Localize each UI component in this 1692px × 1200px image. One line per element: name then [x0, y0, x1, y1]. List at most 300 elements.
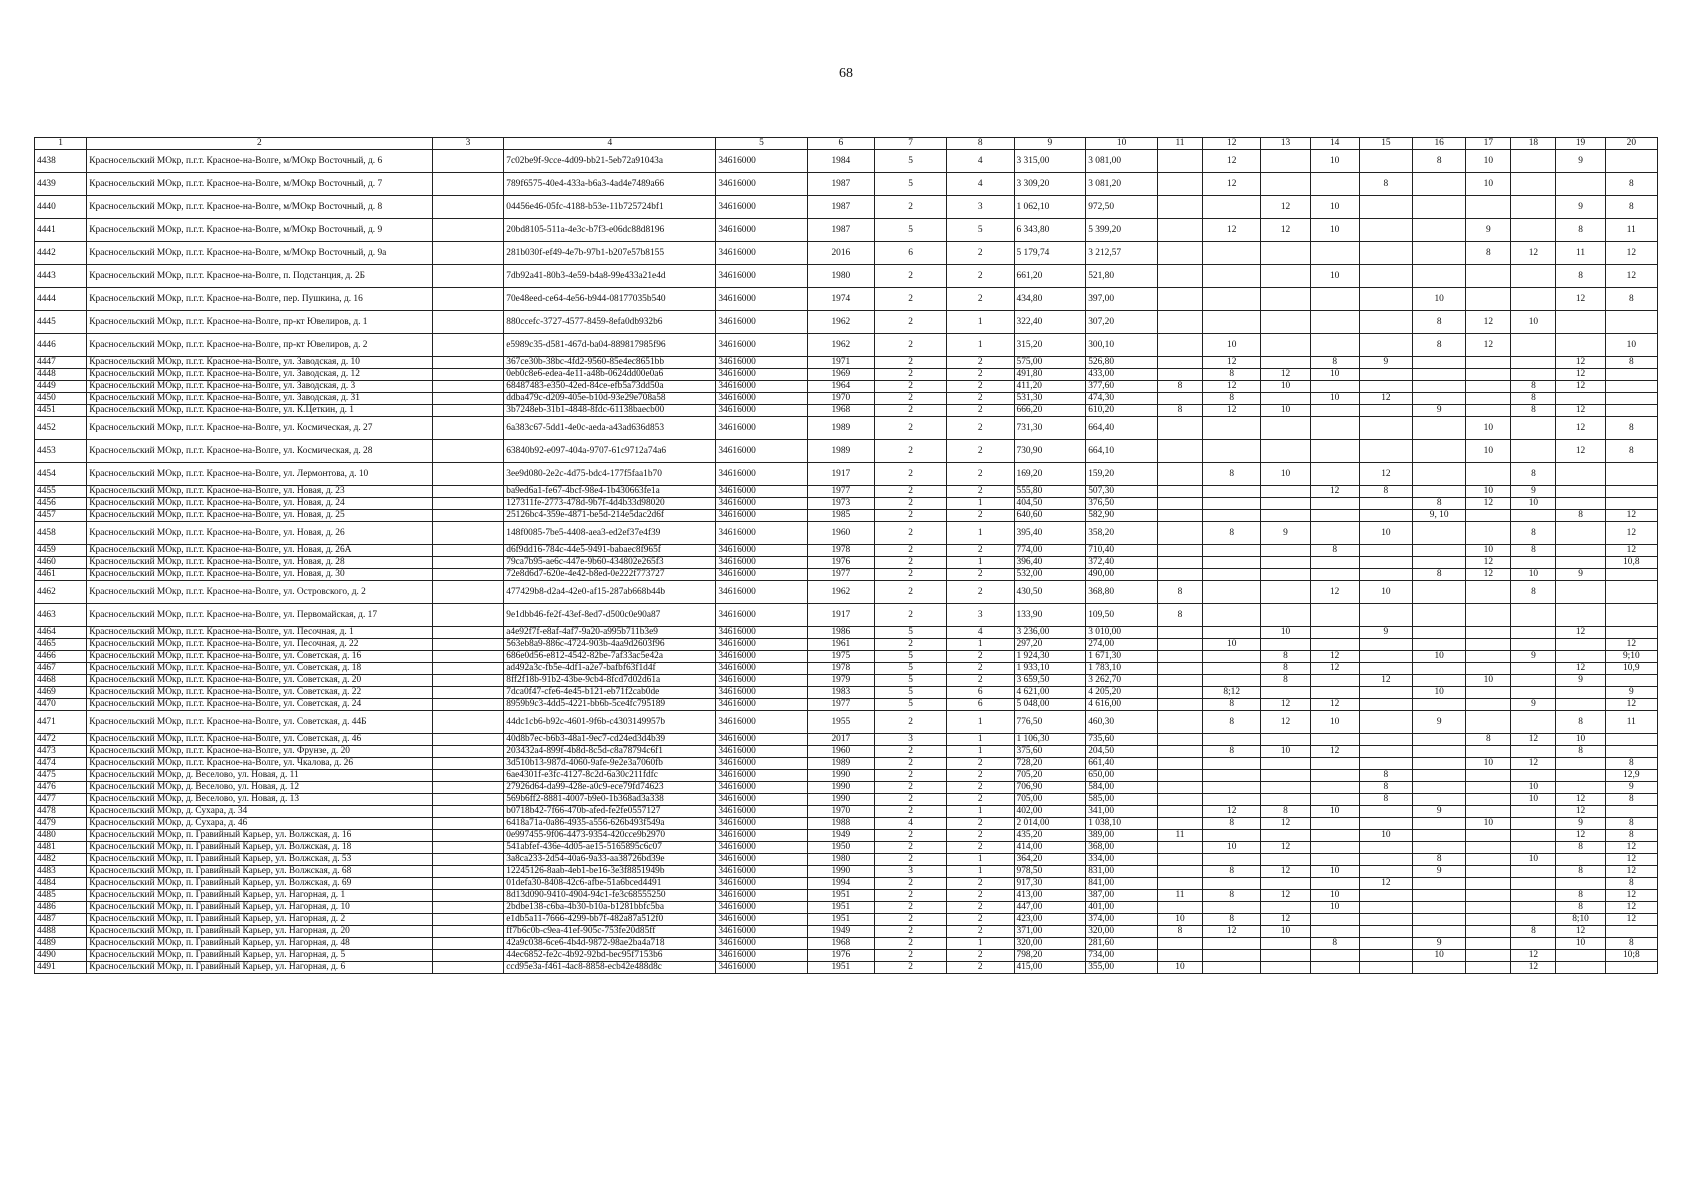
col-14-cell [1310, 242, 1359, 265]
col-13-cell [1261, 417, 1310, 440]
oktmo-code-cell: 34616000 [716, 486, 807, 498]
row-number-cell: 4443 [35, 265, 87, 288]
col-16-cell [1413, 173, 1466, 196]
col-14-cell: 12 [1310, 486, 1359, 498]
col-18-cell: 12 [1511, 758, 1556, 770]
col-14-cell: 10 [1310, 393, 1359, 405]
col-11-cell: 10 [1157, 962, 1202, 974]
col-15-cell [1359, 699, 1412, 711]
total-area-cell: 395,40 [1014, 522, 1086, 545]
col-17-cell: 12 [1466, 498, 1511, 510]
living-area-cell: 355,00 [1086, 962, 1158, 974]
col-19-cell: 12 [1556, 926, 1605, 938]
col-19-cell: 12 [1556, 830, 1605, 842]
col-19-cell: 12 [1556, 663, 1605, 675]
col-15-cell [1359, 806, 1412, 818]
table-row [35, 878, 1658, 890]
address-cell: Красносельский МОкр, п.г.т. Красное-на-Волге, ул. Советская, д. 24 [87, 699, 432, 711]
col-17-cell: 9 [1466, 219, 1511, 242]
address-cell: Красносельский МОкр, п. Гравийный Карьер, ул. Нагорная, д. 20 [87, 926, 432, 938]
living-area-cell: 735,60 [1086, 734, 1158, 746]
col-19-cell: 10 [1556, 938, 1605, 950]
living-area-cell: 3 081,00 [1086, 150, 1158, 173]
row-number-cell: 4447 [35, 357, 87, 369]
building-guid-cell: 20bd8105-511a-4e3c-b7f3-e06dc88d8196 [504, 219, 716, 242]
entrances-cell: 2 [946, 545, 1014, 557]
col-18-cell: 12 [1511, 242, 1556, 265]
floors-cell: 5 [875, 219, 947, 242]
col-3-cell [432, 687, 504, 699]
col-14-cell [1310, 782, 1359, 794]
row-number-cell: 4442 [35, 242, 87, 265]
col-17-cell [1466, 663, 1511, 675]
entrances-cell: 2 [946, 369, 1014, 381]
col-20-cell [1605, 369, 1657, 381]
col-17-cell [1466, 950, 1511, 962]
col-14-cell: 10 [1310, 265, 1359, 288]
col-20-cell: 8 [1605, 938, 1657, 950]
table-row [35, 311, 1658, 334]
table-row [35, 405, 1658, 417]
col-12-cell: 8 [1203, 699, 1261, 711]
living-area-cell: 307,20 [1086, 311, 1158, 334]
table-row [35, 219, 1658, 242]
col-19-cell [1556, 334, 1605, 357]
col-3-cell [432, 878, 504, 890]
floors-cell: 2 [875, 393, 947, 405]
table-row [35, 581, 1658, 604]
floors-cell: 2 [875, 486, 947, 498]
table-row [35, 734, 1658, 746]
row-number-cell: 4481 [35, 842, 87, 854]
col-17-cell [1466, 265, 1511, 288]
col-14-cell: 12 [1310, 663, 1359, 675]
col-14-cell [1310, 173, 1359, 196]
living-area-cell: 374,00 [1086, 914, 1158, 926]
oktmo-code-cell: 34616000 [716, 219, 807, 242]
table-row [35, 522, 1658, 545]
living-area-cell: 3 081,20 [1086, 173, 1158, 196]
col-11-cell [1157, 569, 1202, 581]
entrances-cell: 2 [946, 510, 1014, 522]
entrances-cell: 1 [946, 938, 1014, 950]
col-11-cell [1157, 950, 1202, 962]
col-20-cell: 8 [1605, 196, 1657, 219]
floors-cell: 2 [875, 950, 947, 962]
building-guid-cell: 281b030f-ef49-4e7b-97b1-b207e57b8155 [504, 242, 716, 265]
col-16-cell: 9, 10 [1413, 510, 1466, 522]
col-18-cell [1511, 902, 1556, 914]
col-3-cell [432, 794, 504, 806]
floors-cell: 2 [875, 357, 947, 369]
table-row [35, 842, 1658, 854]
col-16-cell: 9 [1413, 938, 1466, 950]
total-area-cell: 917,30 [1014, 878, 1086, 890]
col-19-cell: 8 [1556, 866, 1605, 878]
row-number-cell: 4453 [35, 440, 87, 463]
col-16-cell [1413, 545, 1466, 557]
floors-cell: 2 [875, 557, 947, 569]
col-11-cell [1157, 866, 1202, 878]
floors-cell: 2 [875, 746, 947, 758]
table-row [35, 196, 1658, 219]
col-12-cell [1203, 770, 1261, 782]
column-number-header: 3 [432, 138, 504, 150]
row-number-cell: 4444 [35, 288, 87, 311]
col-3-cell [432, 746, 504, 758]
col-13-cell: 12 [1261, 699, 1310, 711]
col-19-cell: 12 [1556, 381, 1605, 393]
building-guid-cell: 44dc1cb6-b92c-4601-9f6b-c4303149957b [504, 711, 716, 734]
col-11-cell [1157, 288, 1202, 311]
col-19-cell: 8 [1556, 219, 1605, 242]
col-12-cell [1203, 557, 1261, 569]
col-20-cell: 8 [1605, 818, 1657, 830]
col-19-cell [1556, 393, 1605, 405]
year-built-cell: 1970 [807, 393, 875, 405]
col-11-cell: 8 [1157, 405, 1202, 417]
col-12-cell [1203, 288, 1261, 311]
col-14-cell [1310, 381, 1359, 393]
total-area-cell: 434,80 [1014, 288, 1086, 311]
building-guid-cell: 203432a4-899f-4b8d-8c5d-c8a78794c6f1 [504, 746, 716, 758]
table-row [35, 265, 1658, 288]
oktmo-code-cell: 34616000 [716, 878, 807, 890]
col-12-cell [1203, 663, 1261, 675]
column-number-header: 5 [716, 138, 807, 150]
row-number-cell: 4487 [35, 914, 87, 926]
col-17-cell [1466, 604, 1511, 627]
address-cell: Красносельский МОкр, п.г.т. Красное-на-Волге, ул. Чкалова, д. 26 [87, 758, 432, 770]
col-15-cell: 12 [1359, 878, 1412, 890]
column-number-header: 10 [1086, 138, 1158, 150]
year-built-cell: 1976 [807, 950, 875, 962]
row-number-cell: 4466 [35, 651, 87, 663]
row-number-cell: 4460 [35, 557, 87, 569]
table-row [35, 417, 1658, 440]
oktmo-code-cell: 34616000 [716, 854, 807, 866]
row-number-cell: 4456 [35, 498, 87, 510]
col-19-cell [1556, 770, 1605, 782]
col-16-cell [1413, 794, 1466, 806]
year-built-cell: 1979 [807, 675, 875, 687]
col-18-cell [1511, 866, 1556, 878]
row-number-cell: 4448 [35, 369, 87, 381]
col-18-cell [1511, 878, 1556, 890]
col-13-cell [1261, 150, 1310, 173]
living-area-cell: 526,80 [1086, 357, 1158, 369]
living-area-cell: 5 399,20 [1086, 219, 1158, 242]
living-area-cell: 664,10 [1086, 440, 1158, 463]
row-number-cell: 4491 [35, 962, 87, 974]
total-area-cell: 2 014,00 [1014, 818, 1086, 830]
col-3-cell [432, 311, 504, 334]
table-row [35, 962, 1658, 974]
year-built-cell: 1964 [807, 381, 875, 393]
floors-cell: 2 [875, 463, 947, 486]
total-area-cell: 415,00 [1014, 962, 1086, 974]
address-cell: Красносельский МОкр, п.г.т. Красное-на-Волге, ул. Новая, д. 30 [87, 569, 432, 581]
address-cell: Красносельский МОкр, п.г.т. Красное-на-Волге, ул. Заводская, д. 10 [87, 357, 432, 369]
col-17-cell [1466, 405, 1511, 417]
col-14-cell: 12 [1310, 651, 1359, 663]
table-row [35, 794, 1658, 806]
col-12-cell: 8 [1203, 890, 1261, 902]
col-12-cell [1203, 962, 1261, 974]
address-cell: Красносельский МОкр, п.г.т. Красное-на-Волге, ул. Новая, д. 23 [87, 486, 432, 498]
table-row [35, 463, 1658, 486]
entrances-cell: 2 [946, 830, 1014, 842]
col-19-cell: 11 [1556, 242, 1605, 265]
living-area-cell: 281,60 [1086, 938, 1158, 950]
floors-cell: 2 [875, 440, 947, 463]
floors-cell: 2 [875, 604, 947, 627]
total-area-cell: 661,20 [1014, 265, 1086, 288]
year-built-cell: 1989 [807, 417, 875, 440]
col-13-cell: 9 [1261, 522, 1310, 545]
total-area-cell: 297,20 [1014, 639, 1086, 651]
col-15-cell [1359, 150, 1412, 173]
year-built-cell: 1973 [807, 498, 875, 510]
col-15-cell [1359, 417, 1412, 440]
address-cell: Красносельский МОкр, п.г.т. Красное-на-Волге, ул. Новая, д. 25 [87, 510, 432, 522]
col-15-cell [1359, 842, 1412, 854]
column-number-header: 17 [1466, 138, 1511, 150]
col-17-cell [1466, 866, 1511, 878]
col-19-cell: 8 [1556, 890, 1605, 902]
col-11-cell [1157, 522, 1202, 545]
floors-cell: 2 [875, 782, 947, 794]
living-area-cell: 372,40 [1086, 557, 1158, 569]
address-cell: Красносельский МОкр, п.г.т. Красное-на-Волге, ул. Песочная, д. 1 [87, 627, 432, 639]
address-cell: Красносельский МОкр, д. Веселово, ул. Новая, д. 11 [87, 770, 432, 782]
floors-cell: 2 [875, 794, 947, 806]
table-row [35, 557, 1658, 569]
building-guid-cell: 9e1dbb46-fe2f-43ef-8ed7-d500c0e90a87 [504, 604, 716, 627]
table-row [35, 627, 1658, 639]
col-19-cell [1556, 962, 1605, 974]
year-built-cell: 1971 [807, 357, 875, 369]
col-20-cell [1605, 604, 1657, 627]
col-15-cell [1359, 758, 1412, 770]
oktmo-code-cell: 34616000 [716, 405, 807, 417]
col-17-cell [1466, 746, 1511, 758]
col-13-cell [1261, 962, 1310, 974]
col-3-cell [432, 854, 504, 866]
address-cell: Красносельский МОкр, п.г.т. Красное-на-Волге, ул. Космическая, д. 28 [87, 440, 432, 463]
col-14-cell [1310, 288, 1359, 311]
table-row [35, 498, 1658, 510]
row-number-cell: 4463 [35, 604, 87, 627]
col-18-cell [1511, 711, 1556, 734]
col-18-cell [1511, 687, 1556, 699]
entrances-cell: 2 [946, 914, 1014, 926]
col-12-cell [1203, 581, 1261, 604]
row-number-cell: 4469 [35, 687, 87, 699]
col-18-cell [1511, 369, 1556, 381]
col-17-cell: 8 [1466, 734, 1511, 746]
col-18-cell: 8 [1511, 405, 1556, 417]
col-13-cell [1261, 569, 1310, 581]
col-14-cell: 8 [1310, 545, 1359, 557]
row-number-cell: 4445 [35, 311, 87, 334]
col-13-cell: 8 [1261, 806, 1310, 818]
year-built-cell: 1968 [807, 938, 875, 950]
col-14-cell: 10 [1310, 196, 1359, 219]
col-16-cell [1413, 393, 1466, 405]
table-row [35, 675, 1658, 687]
col-11-cell [1157, 746, 1202, 758]
total-area-cell: 774,00 [1014, 545, 1086, 557]
year-built-cell: 1970 [807, 806, 875, 818]
oktmo-code-cell: 34616000 [716, 334, 807, 357]
building-guid-cell: ad492a3c-fb5e-4df1-a2e7-bafbf63f1d4f [504, 663, 716, 675]
total-area-cell: 3 315,00 [1014, 150, 1086, 173]
col-15-cell [1359, 734, 1412, 746]
col-13-cell: 10 [1261, 627, 1310, 639]
col-11-cell [1157, 627, 1202, 639]
address-cell: Красносельский МОкр, п.г.т. Красное-на-Волге, ул. Первомайская, д. 17 [87, 604, 432, 627]
col-13-cell [1261, 265, 1310, 288]
col-15-cell: 8 [1359, 782, 1412, 794]
total-area-cell: 320,00 [1014, 938, 1086, 950]
living-area-cell: 710,40 [1086, 545, 1158, 557]
col-20-cell: 9 [1605, 782, 1657, 794]
row-number-cell: 4462 [35, 581, 87, 604]
total-area-cell: 169,20 [1014, 463, 1086, 486]
col-13-cell [1261, 734, 1310, 746]
col-20-cell: 10,9 [1605, 663, 1657, 675]
col-11-cell [1157, 265, 1202, 288]
living-area-cell: 358,20 [1086, 522, 1158, 545]
building-guid-cell: 148f0085-7be5-4408-aea3-ed2ef37e4f39 [504, 522, 716, 545]
col-15-cell [1359, 381, 1412, 393]
table-row [35, 866, 1658, 878]
col-11-cell [1157, 219, 1202, 242]
col-11-cell [1157, 842, 1202, 854]
row-number-cell: 4485 [35, 890, 87, 902]
total-area-cell: 435,20 [1014, 830, 1086, 842]
col-18-cell: 10 [1511, 782, 1556, 794]
col-3-cell [432, 639, 504, 651]
col-15-cell [1359, 510, 1412, 522]
col-13-cell [1261, 782, 1310, 794]
living-area-cell: 972,50 [1086, 196, 1158, 219]
col-18-cell [1511, 818, 1556, 830]
col-14-cell [1310, 522, 1359, 545]
col-17-cell [1466, 369, 1511, 381]
entrances-cell: 1 [946, 311, 1014, 334]
col-20-cell: 12 [1605, 890, 1657, 902]
table-row [35, 545, 1658, 557]
building-guid-cell: 3ee9d080-2e2c-4d75-bdc4-177f5faa1b70 [504, 463, 716, 486]
col-16-cell [1413, 746, 1466, 758]
floors-cell: 5 [875, 627, 947, 639]
living-area-cell: 490,00 [1086, 569, 1158, 581]
address-cell: Красносельский МОкр, п.г.т. Красное-на-Волге, м/МОкр Восточный, д. 7 [87, 173, 432, 196]
living-area-cell: 387,00 [1086, 890, 1158, 902]
year-built-cell: 1986 [807, 627, 875, 639]
total-area-cell: 133,90 [1014, 604, 1086, 627]
address-cell: Красносельский МОкр, п. Гравийный Карьер, ул. Нагорная, д. 48 [87, 938, 432, 950]
living-area-cell: 661,40 [1086, 758, 1158, 770]
living-area-cell: 1 038,10 [1086, 818, 1158, 830]
living-area-cell: 300,10 [1086, 334, 1158, 357]
row-number-cell: 4482 [35, 854, 87, 866]
col-20-cell [1605, 498, 1657, 510]
col-15-cell [1359, 711, 1412, 734]
col-18-cell: 12 [1511, 734, 1556, 746]
col-19-cell: 9 [1556, 569, 1605, 581]
oktmo-code-cell: 34616000 [716, 950, 807, 962]
col-18-cell [1511, 830, 1556, 842]
living-area-cell: 204,50 [1086, 746, 1158, 758]
living-area-cell: 474,30 [1086, 393, 1158, 405]
col-12-cell: 8 [1203, 914, 1261, 926]
col-20-cell: 12 [1605, 914, 1657, 926]
oktmo-code-cell: 34616000 [716, 440, 807, 463]
col-16-cell [1413, 902, 1466, 914]
entrances-cell: 2 [946, 902, 1014, 914]
building-guid-cell: e1db5a11-7666-4299-bb7f-482a87a512f0 [504, 914, 716, 926]
col-16-cell: 8 [1413, 150, 1466, 173]
col-15-cell [1359, 405, 1412, 417]
col-14-cell [1310, 842, 1359, 854]
entrances-cell: 2 [946, 393, 1014, 405]
building-guid-cell: d6f9dd16-784c-44e5-9491-babaec8f965f [504, 545, 716, 557]
col-14-cell: 10 [1310, 369, 1359, 381]
col-20-cell: 12 [1605, 866, 1657, 878]
floors-cell: 3 [875, 866, 947, 878]
col-16-cell [1413, 770, 1466, 782]
floors-cell: 2 [875, 842, 947, 854]
col-16-cell [1413, 782, 1466, 794]
col-13-cell [1261, 604, 1310, 627]
col-17-cell: 10 [1466, 545, 1511, 557]
col-20-cell: 12 [1605, 265, 1657, 288]
col-15-cell: 8 [1359, 173, 1412, 196]
building-guid-cell: 477429b8-d2a4-42e0-af15-287ab668b44b [504, 581, 716, 604]
col-20-cell [1605, 381, 1657, 393]
year-built-cell: 1951 [807, 890, 875, 902]
living-area-cell: 389,00 [1086, 830, 1158, 842]
table-row [35, 150, 1658, 173]
col-15-cell [1359, 914, 1412, 926]
col-20-cell: 8 [1605, 878, 1657, 890]
total-area-cell: 731,30 [1014, 417, 1086, 440]
col-18-cell [1511, 288, 1556, 311]
oktmo-code-cell: 34616000 [716, 770, 807, 782]
oktmo-code-cell: 34616000 [716, 651, 807, 663]
col-14-cell [1310, 498, 1359, 510]
living-area-cell: 4 205,20 [1086, 687, 1158, 699]
col-11-cell [1157, 393, 1202, 405]
address-cell: Красносельский МОкр, д. Веселово, ул. Новая, д. 13 [87, 794, 432, 806]
entrances-cell: 2 [946, 569, 1014, 581]
col-12-cell: 12 [1203, 381, 1261, 393]
col-3-cell [432, 651, 504, 663]
col-20-cell: 12 [1605, 842, 1657, 854]
col-12-cell [1203, 902, 1261, 914]
col-11-cell [1157, 486, 1202, 498]
col-14-cell: 12 [1310, 699, 1359, 711]
year-built-cell: 1983 [807, 687, 875, 699]
col-15-cell [1359, 926, 1412, 938]
col-13-cell [1261, 902, 1310, 914]
address-cell: Красносельский МОкр, п. Гравийный Карьер, ул. Волжская, д. 69 [87, 878, 432, 890]
col-19-cell [1556, 173, 1605, 196]
col-14-cell [1310, 770, 1359, 782]
